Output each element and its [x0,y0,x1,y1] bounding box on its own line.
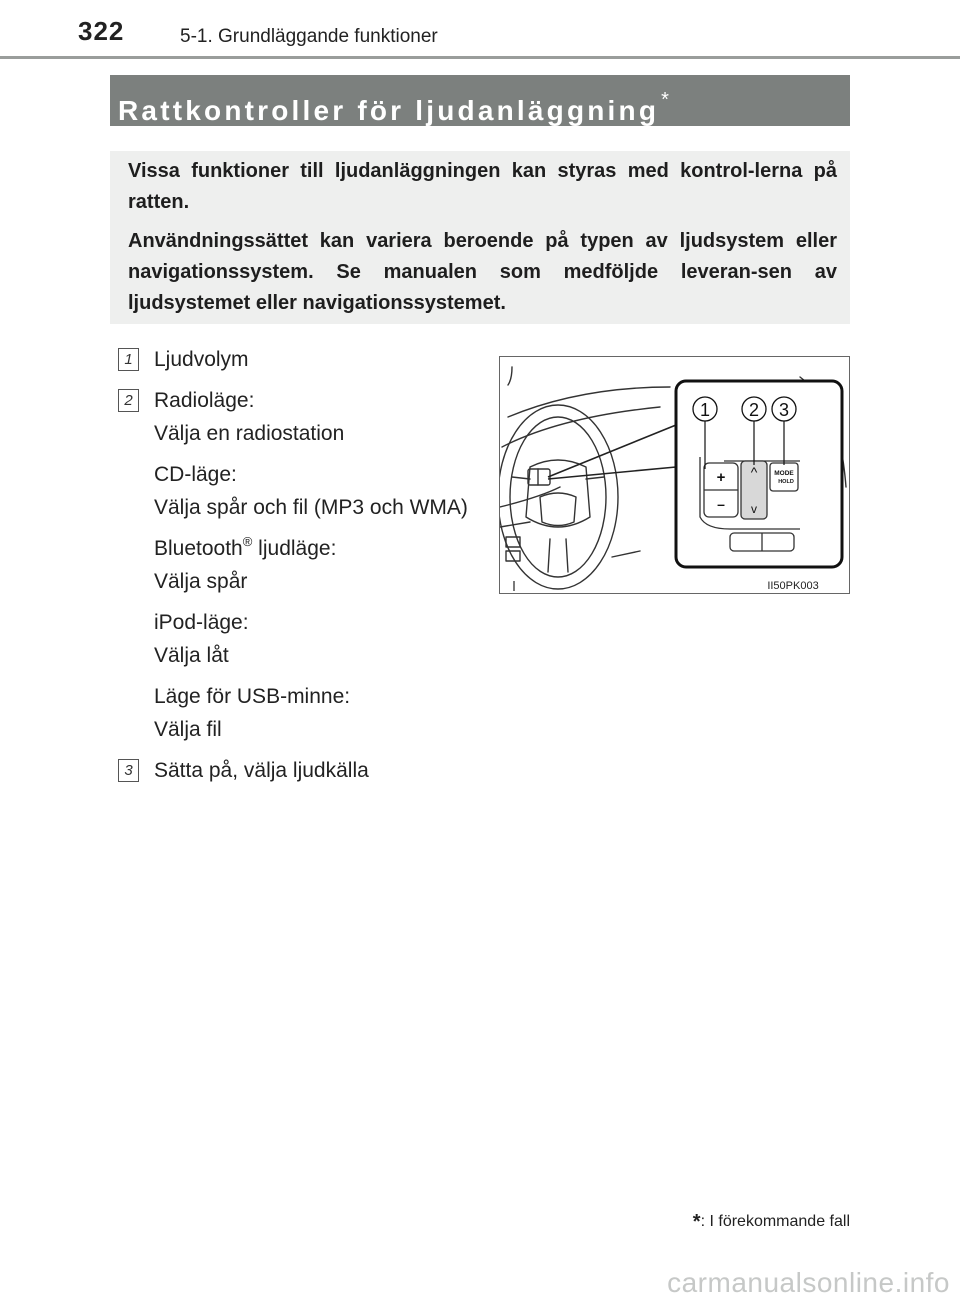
mode-ipod-action: Välja låt [154,644,229,667]
mode-bluetooth-name: Bluetooth [154,537,243,560]
section-title-bar [110,75,850,126]
mode-cd-action: Välja spår och fil (MP3 och WMA) [154,496,468,519]
figure-code: II50PK003 [767,580,819,592]
callout-label-1: 1 [699,400,711,420]
hold-button-label: HOLD [778,479,794,485]
intro-box [110,151,850,324]
list-item-2 [118,384,480,746]
footnote-text: : I förekommande fall [700,1213,850,1230]
plus-icon: + [716,469,726,486]
header-rule [0,56,960,59]
callout-label-3: 3 [778,400,790,420]
item-2-label: Radioläge: [154,389,255,412]
function-list [118,343,480,787]
mode-cd: CD-läge: [154,463,237,486]
mode-bluetooth-action: Välja spår [154,570,248,593]
item-badge-1: 1 [118,348,139,371]
item-2-detail: Välja en radiostation [154,422,345,445]
registered-mark: ® [242,534,253,549]
mode-button-label: MODE [774,470,794,477]
section-title: Rattkontroller för ljudanläggning [118,95,660,126]
mode-bluetooth [154,532,480,565]
mode-usb: Läge för USB-minne: [154,685,351,708]
steering-wheel-figure [499,356,850,594]
steering-wheel-illustration [500,357,849,593]
mode-ipod: iPod-läge: [154,611,249,634]
item-badge-2: 2 [118,389,139,412]
footnote [693,1211,850,1234]
mode-bluetooth-suffix: ljudläge: [252,537,337,560]
up-arrow-icon: ^ [750,464,758,480]
watermark: carmanualsonline.info [667,1267,950,1298]
down-arrow-icon: v [751,502,757,516]
footnote-asterisk: * [692,1211,701,1233]
intro-paragraph-1: Vissa funktioner till ljudanläggningen kan styras med kontrol-lerna på ratten. [128,160,837,213]
chapter-title: 5-1. Grundläggande funktioner [180,26,438,47]
mode-usb-action: Välja fil [154,718,222,741]
callout-label-2: 2 [748,400,760,420]
item-3-label: Sätta på, välja ljudkälla [154,759,369,782]
section-title-asterisk: * [661,89,669,111]
minus-icon: – [717,496,725,512]
item-1-label: Ljudvolym [154,348,249,371]
list-item-3 [118,754,480,787]
page-number: 322 [78,16,125,46]
intro-paragraph-2: Användningssättet kan variera beroende på typen av ljudsystem eller navigationssystem. Se manualen som medföljde leveran-sen av ljudsystemet eller navigationssystemet. [128,230,837,314]
list-item-1 [118,343,480,376]
item-badge-3: 3 [118,759,139,782]
